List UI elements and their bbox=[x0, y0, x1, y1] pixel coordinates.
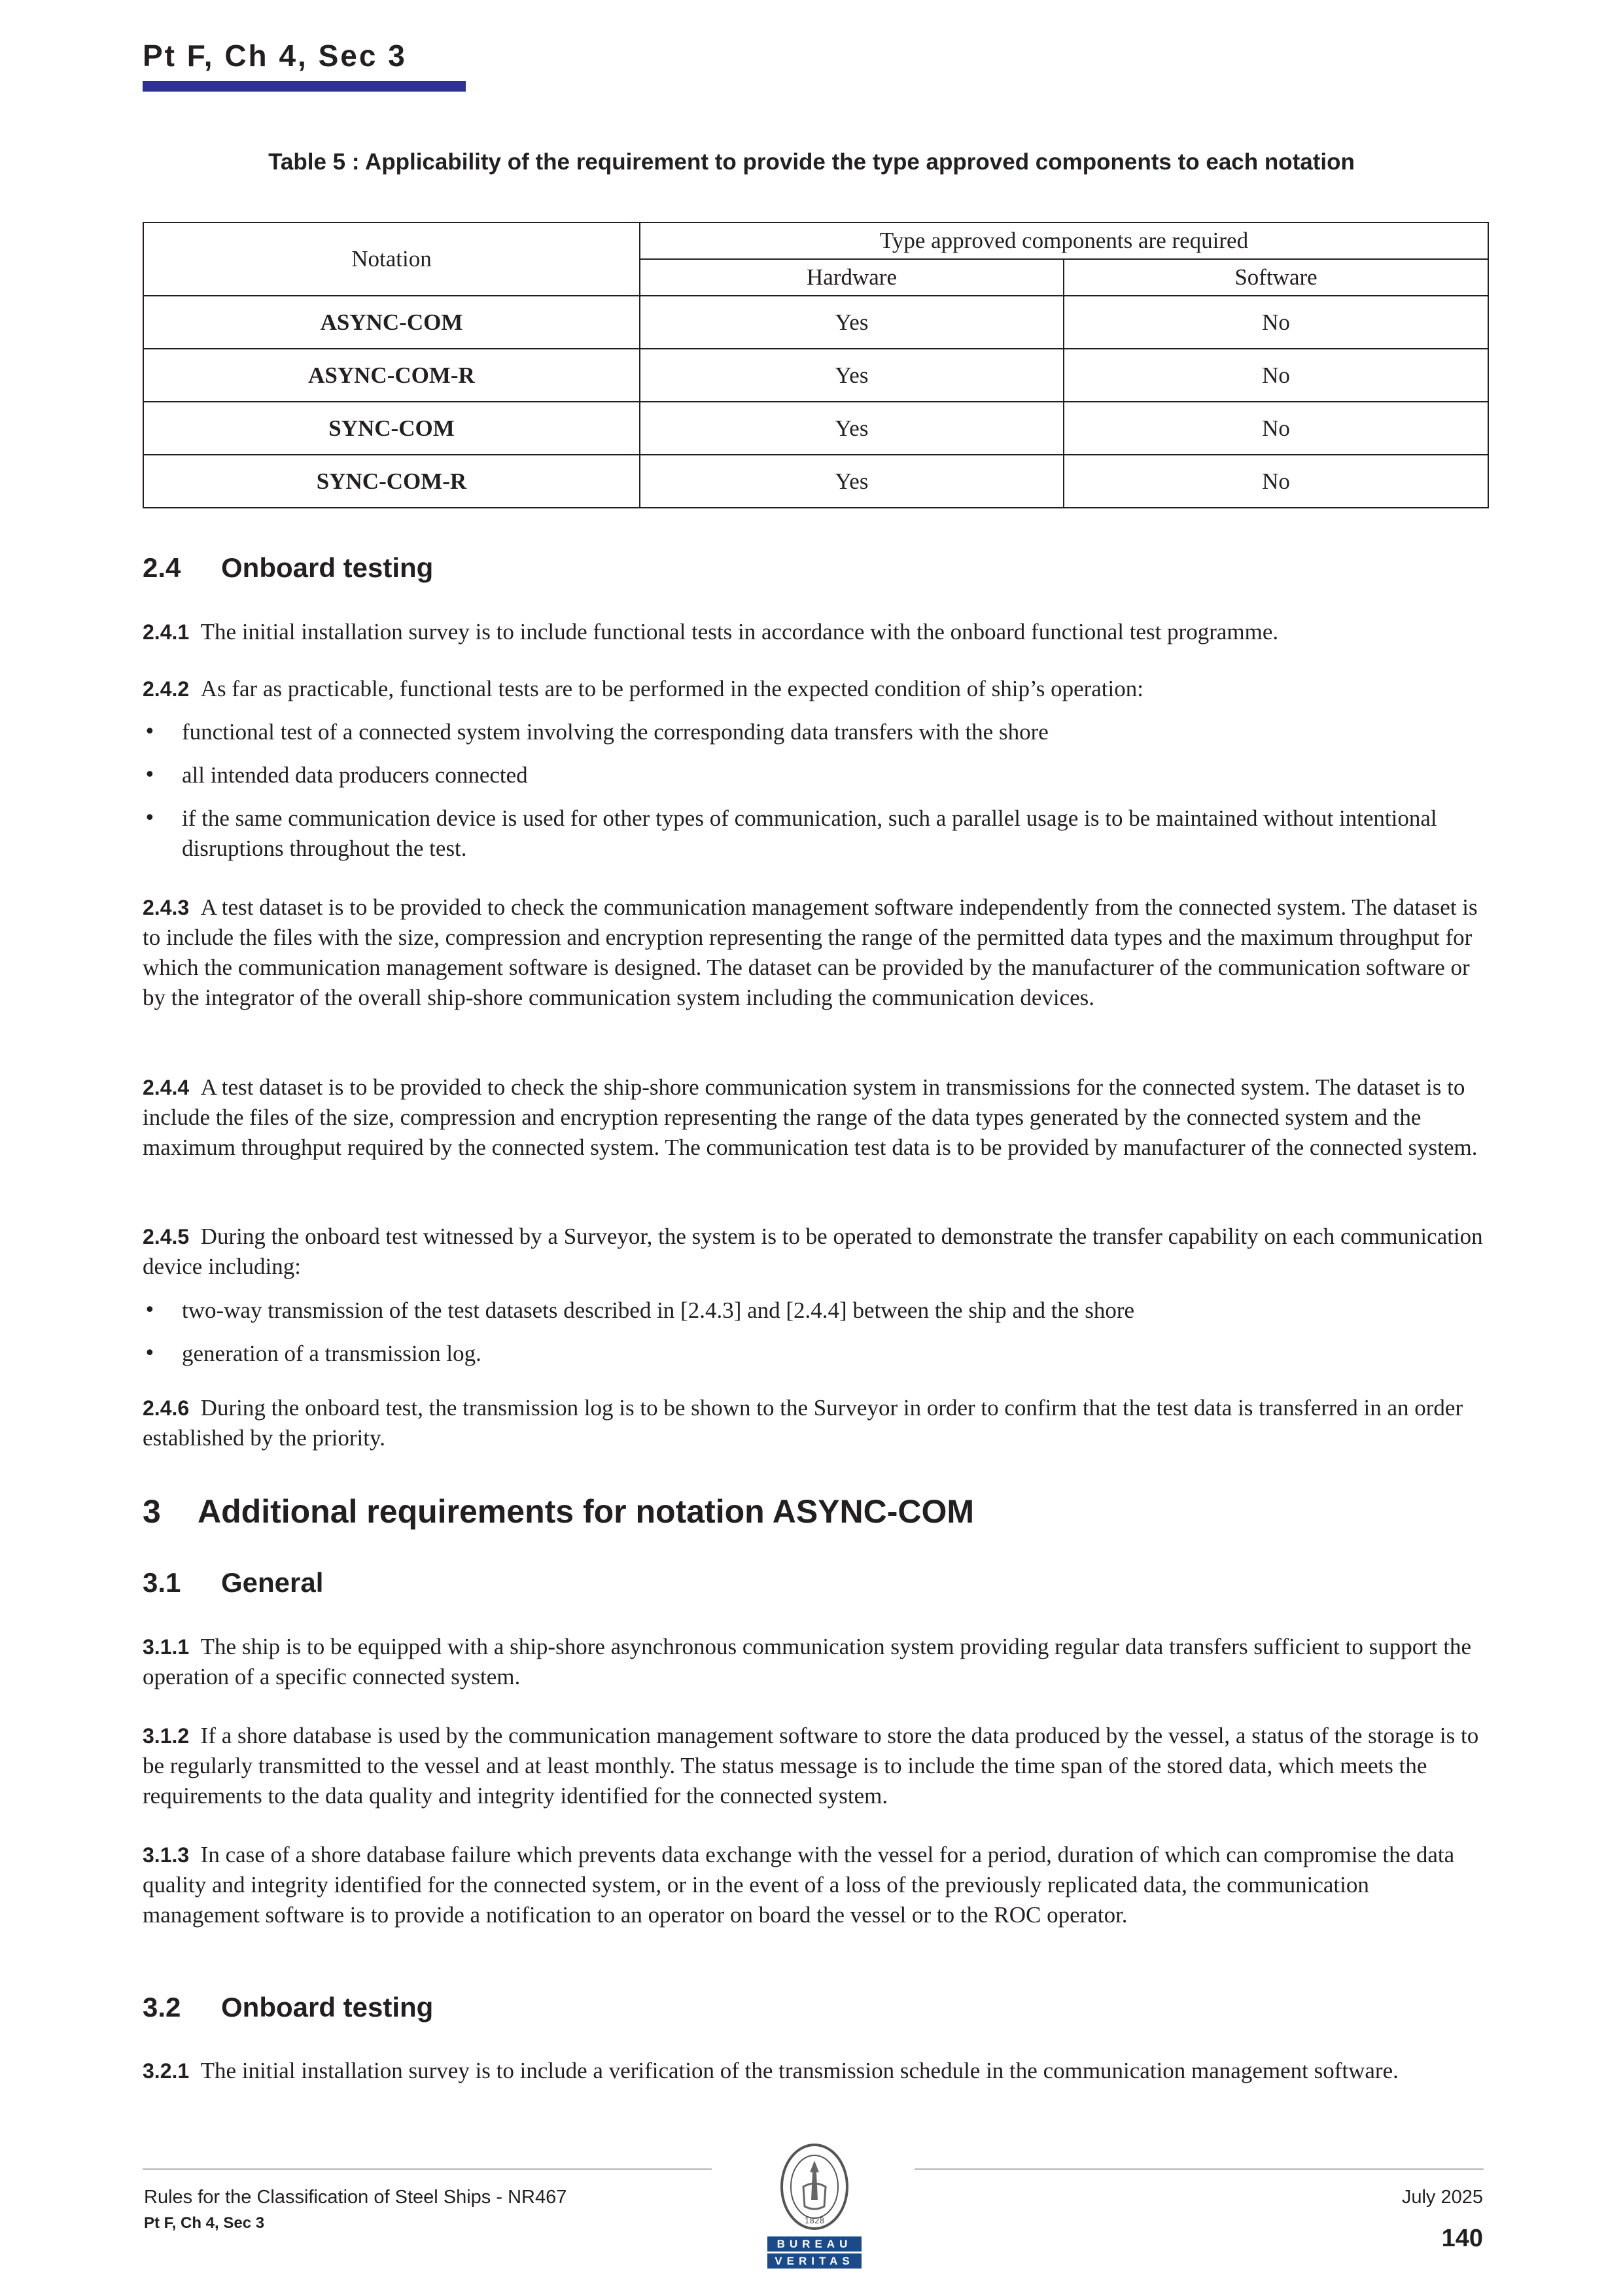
paragraph-2-4-2 bbox=[143, 674, 1488, 704]
table-caption: Table 5 : Applicability of the requirement to provide the type approved components to each notation bbox=[268, 149, 1355, 175]
bullet-icon: • bbox=[144, 807, 156, 830]
list-item-text: if the same communication device is used for other types of communication, such a parallel usage is to be maintained without intentional disruptions throughout the test. bbox=[182, 805, 1437, 861]
section-number: 3.1 bbox=[143, 1567, 181, 1598]
paragraph-number: 2.4.1 bbox=[143, 620, 190, 644]
list-item-text: all intended data producers connected bbox=[182, 762, 528, 788]
paragraph-text: The initial installation survey is to include functional tests in accordance with the onboard functional test programme. bbox=[200, 619, 1279, 645]
section-heading-2-4 bbox=[143, 552, 433, 584]
header-accent-bar bbox=[143, 81, 466, 92]
logo-text-bureau: BUREAU bbox=[767, 2236, 862, 2252]
section-heading-3-1 bbox=[143, 1567, 323, 1598]
paragraph-text: As far as practicable, functional tests are to be performed in the expected condition of ship’s operation: bbox=[200, 676, 1143, 701]
cell-hardware: Yes bbox=[640, 296, 1064, 349]
paragraph-text: During the onboard test witnessed by a Surveyor, the system is to be operated to demonstrate the transfer capability on each communication device including: bbox=[143, 1224, 1483, 1279]
page-header-title: Pt F, Ch 4, Sec 3 bbox=[143, 39, 407, 73]
bureau-veritas-logo bbox=[767, 2236, 862, 2270]
section-number: 3.2 bbox=[143, 1992, 181, 2022]
section-title: Additional requirements for notation ASYNC-COM bbox=[198, 1493, 975, 1530]
bureau-veritas-seal-icon bbox=[778, 2141, 850, 2233]
col-header-software: Software bbox=[1064, 259, 1488, 296]
paragraph-number: 2.4.3 bbox=[143, 896, 190, 919]
footer-section-ref: Pt F, Ch 4, Sec 3 bbox=[144, 2214, 265, 2232]
paragraph-2-4-6 bbox=[143, 1393, 1488, 1453]
cell-software: No bbox=[1064, 349, 1488, 402]
paragraph-number: 2.4.6 bbox=[143, 1396, 190, 1420]
paragraph-3-1-1 bbox=[143, 1632, 1488, 1692]
cell-notation: ASYNC-COM bbox=[143, 296, 640, 349]
bullet-icon: • bbox=[144, 1342, 156, 1365]
logo-text-veritas: VERITAS bbox=[767, 2253, 862, 2269]
list-item-text: functional test of a connected system involving the corresponding data transfers with the shore bbox=[182, 719, 1049, 745]
svg-text:1828: 1828 bbox=[804, 2216, 825, 2225]
paragraph-number: 2.4.4 bbox=[143, 1076, 190, 1099]
paragraph-number: 3.1.1 bbox=[143, 1635, 190, 1659]
paragraph-3-1-3 bbox=[143, 1840, 1488, 1930]
section-title: General bbox=[221, 1567, 324, 1598]
paragraph-text: During the onboard test, the transmission log is to be shown to the Surveyor in order to confirm that the test data is transferred in an order established by the priority. bbox=[143, 1395, 1463, 1451]
paragraph-2-4-1 bbox=[143, 617, 1488, 647]
cell-hardware: Yes bbox=[640, 455, 1064, 508]
cell-notation: SYNC-COM-R bbox=[143, 455, 640, 508]
section-title: Onboard testing bbox=[221, 1992, 434, 2022]
paragraph-text: A test dataset is to be provided to check the communication management software independently from the connected system. The dataset is to include the files with the size, compression and encryption representing the range of the permitted data types and the maximum throughput for which the communication management software is designed. The dataset can be provided by the manufacturer of the communication software or by the integrator of the overall ship-shore communication system including the communication devices. bbox=[143, 894, 1478, 1010]
section-number: 3 bbox=[143, 1493, 161, 1530]
section-number: 2.4 bbox=[143, 552, 181, 583]
section-heading-3-2 bbox=[143, 1992, 433, 2023]
footer-date: July 2025 bbox=[1401, 2187, 1483, 2208]
section-title: Onboard testing bbox=[221, 552, 434, 583]
table-row bbox=[143, 455, 1488, 508]
paragraph-3-1-2 bbox=[143, 1721, 1488, 1811]
cell-notation: ASYNC-COM-R bbox=[143, 349, 640, 402]
bullet-icon: • bbox=[144, 764, 156, 786]
paragraph-number: 3.1.3 bbox=[143, 1843, 190, 1867]
col-header-group: Type approved components are required bbox=[640, 222, 1488, 259]
paragraph-text: If a shore database is used by the communication management software to store the data produced by the vessel, a status of the storage is to be regularly transmitted to the vessel and at least monthly. The status message is to include the time span of the stored data, which meets the requirements to the data quality and integrity identified for the connected system. bbox=[143, 1723, 1479, 1809]
footer-rules-title: Rules for the Classification of Steel Ships - NR467 bbox=[144, 2187, 567, 2208]
col-header-hardware: Hardware bbox=[640, 259, 1064, 296]
paragraph-text: The initial installation survey is to include a verification of the transmission schedule in the communication management software. bbox=[200, 2058, 1399, 2083]
cell-hardware: Yes bbox=[640, 349, 1064, 402]
page-number: 140 bbox=[1441, 2225, 1483, 2252]
cell-software: No bbox=[1064, 455, 1488, 508]
paragraph-text: A test dataset is to be provided to check the ship-shore communication system in transmissions for the connected system. The dataset is to include the files of the size, compression and encryption representing the range of the data types generated by the connected system and the maximum throughput required by the connected system. The communication test data is to be provided by manufacturer of the connected system. bbox=[143, 1074, 1478, 1160]
table-row bbox=[143, 349, 1488, 402]
cell-hardware: Yes bbox=[640, 402, 1064, 455]
paragraph-number: 3.2.1 bbox=[143, 2059, 190, 2083]
applicability-table bbox=[143, 222, 1489, 508]
cell-software: No bbox=[1064, 402, 1488, 455]
footer-divider-right bbox=[915, 2168, 1484, 2170]
table-row bbox=[143, 296, 1488, 349]
footer-divider-left bbox=[143, 2168, 712, 2170]
paragraph-2-4-4 bbox=[143, 1072, 1488, 1163]
paragraph-number: 2.4.5 bbox=[143, 1225, 190, 1248]
table-row bbox=[143, 402, 1488, 455]
bullet-icon: • bbox=[144, 720, 156, 743]
bullet-icon: • bbox=[144, 1299, 156, 1322]
section-heading-3 bbox=[143, 1492, 974, 1530]
cell-notation: SYNC-COM bbox=[143, 402, 640, 455]
paragraph-2-4-3 bbox=[143, 892, 1488, 1013]
paragraph-text: In case of a shore database failure which prevents data exchange with the vessel for a period, duration of which can compromise the data quality and integrity identified for the connected system, or in the event of a loss of the previously replicated data, the communication management software is to provide a notification to an operator on board the vessel or to the ROC operator. bbox=[143, 1842, 1455, 1928]
paragraph-2-4-5 bbox=[143, 1222, 1488, 1282]
paragraph-number: 2.4.2 bbox=[143, 677, 190, 701]
paragraph-number: 3.1.2 bbox=[143, 1724, 190, 1748]
col-header-notation: Notation bbox=[143, 222, 640, 296]
list-item-text: two-way transmission of the test datasets described in [2.4.3] and [2.4.4] between the ship and the shore bbox=[182, 1298, 1135, 1323]
paragraph-text: The ship is to be equipped with a ship-shore asynchronous communication system providing regular data transfers sufficient to support the operation of a specific connected system. bbox=[143, 1634, 1472, 1689]
list-item-text: generation of a transmission log. bbox=[182, 1341, 481, 1366]
paragraph-3-2-1 bbox=[143, 2056, 1488, 2086]
cell-software: No bbox=[1064, 296, 1488, 349]
